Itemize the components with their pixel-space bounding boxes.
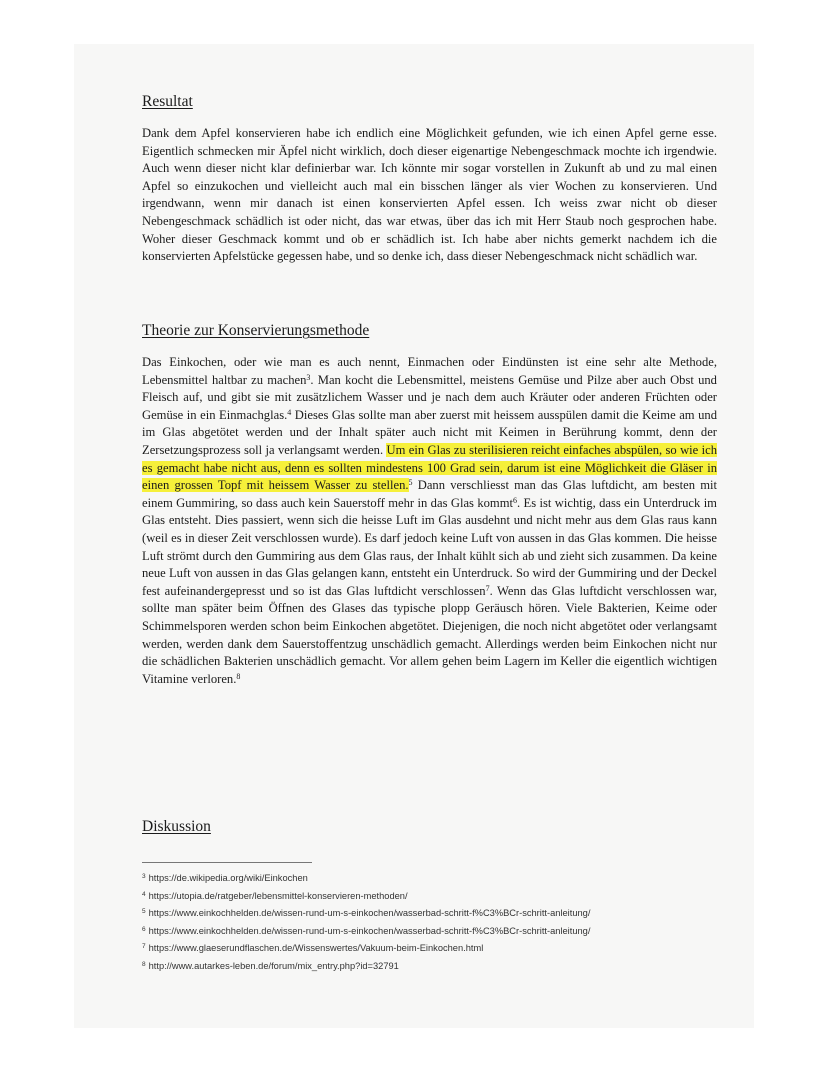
footnote-ref-7: 7 (485, 583, 490, 593)
footnote-number: 3 (142, 873, 146, 880)
theorie-text-4: Dann verschliesst man das Glas luftdicht, am besten mit einem Gummiring, so dass auch kein Sauerstoff mehr in das Glas kommt (142, 478, 717, 510)
heading-resultat: Resultat (142, 93, 193, 110)
footnote-separator (142, 862, 312, 863)
footnote-link[interactable]: http://www.autarkes-leben.de/forum/mix_entry.php?id=32791 (148, 960, 399, 971)
heading-theorie: Theorie zur Konservierungsmethode (142, 322, 370, 339)
footnote-link[interactable]: https://utopia.de/ratgeber/lebensmittel-konservieren-methoden/ (148, 890, 408, 901)
footnote-ref-6: 6 (513, 495, 518, 505)
footnote-ref-3: 3 (306, 372, 311, 382)
theorie-text-6: . Wenn das Glas luftdicht verschlossen war, sollte man später beim Öffnen des Glases das typische plopp Geräusch hören. Viele Bakterien, Keime oder Schimmelsporen werden schon beim Einkochen abgetötet. Diejenigen, die noch nicht abgetötet oder verlangsamt werden, werden dank dem Sauerstoffentzug unschädlich gemacht. Allerdings werden beim Einkochen nicht nur die schädlichen Bakterien unschädlich gemacht. Vor allem gehen beim Lagern im Keller die eigentlich wichtigen Vitamine verloren. (142, 583, 717, 686)
footnote-link[interactable]: https://www.glaeserundflaschen.de/Wissenswertes/Vakuum-beim-Einkochen.html (148, 943, 484, 954)
footnote-item (142, 922, 722, 940)
highlighted-text: Um ein Glas zu sterilisieren reicht einfaches abspülen, so wie ich es gemacht habe nicht aus, denn es sollten mindestens 100 Grad sein, darum ist eine Möglichkeit die Gläser in einen grossen Topf mit heissem Wasser zu stellen. (142, 442, 717, 493)
footnote-number: 4 (142, 890, 146, 898)
theorie-text-1: Das Einkochen, oder wie man es auch nennt, Einmachen oder Eindünsten ist eine sehr alte Methode, Lebensmittel haltbar zu machen (142, 355, 717, 387)
theorie-text-2: . Man kocht die Lebensmittel, meistens Gemüse und Pilze aber auch Obst und Fleisch auf, und gibt sie mit zusätzlichem Wasser und je nach dem auch Kräuter oder anderen Früchten oder Gemüse in ein Einmachglas. (142, 372, 717, 422)
footnote-item (142, 904, 722, 922)
footnote-ref-8: 8 (236, 671, 241, 681)
footnote-link[interactable]: https://www.einkochhelden.de/wissen-rund-um-s-einkochen/wasserbad-schritt-f%C3%BCr-schritt-anleitung/ (148, 925, 591, 936)
paragraph-theorie (142, 354, 717, 688)
footnote-number: 5 (142, 908, 146, 916)
footnote-number: 7 (142, 943, 146, 951)
footnote-item (142, 869, 722, 887)
footnote-ref-4: 4 (287, 407, 292, 417)
footnote-list (142, 869, 722, 975)
theorie-text-5: . Es ist wichtig, dass ein Unterdruck im Glas entsteht. Dies passiert, wenn sich die heisse Luft im Glas ausdehnt und nicht mehr aus dem Glas raus kann (weil es in dieser Zeit verschlossen wurde). Es darf jedoch keine Luft von aussen in das Glas kommen. Die heisse Luft strömt durch den Gummiring aus dem Glas raus, der Inhalt kühlt sich ab und zieht sich zusammen. Da keine neue Luft von aussen in das Glas gelangen kann, entsteht ein Unterdruck. So wird der Gummiring und der Deckel fest aufeinandergepresst und so ist das Glas luftdicht verschlossen (142, 495, 717, 598)
footnote-item (142, 939, 722, 957)
footnote-number: 8 (142, 960, 146, 968)
paragraph-resultat: Dank dem Apfel konservieren habe ich endlich eine Möglichkeit gefunden, wie ich einen Apfel gerne esse. Eigentlich schmecken mir Äpfel nicht wirklich, doch dieser eigenartige Nebengeschmack mochte ich irgendwie. Auch wenn dieser nicht klar definierbar war. Ich könnte mir sogar vorstellen in Zukunft ab und zu mal einen Apfel so einzukochen und vielleicht auch mal ein bisschen länger als vier Wochen zu konservieren. Und irgendwann, wenn mir danach ist einen konservierten Apfel essen. Ich weiss zwar nicht ob dieser Nebengeschmack schädlich ist oder nicht, das war etwas, über das ich mit Herr Staub noch gesprochen habe. Woher dieser Geschmack kommt und ob er schädlich ist. Ich habe aber nichts gemerkt nachdem ich die konservierten Apfelstücke gegessen habe, und so denke ich, dass dieser Nebengeschmack nicht schädlich war. (142, 126, 717, 264)
footnote-item (142, 887, 722, 905)
theorie-text-3: Dieses Glas sollte man aber zuerst mit heissem ausspülen damit die Keime am und im Glas abgetötet werden und der Inhalt später auch nicht mit Keimen in Berührung kommt, denn der Zersetzungsprozess soll ja verlangsamt werden. (142, 407, 718, 457)
footnote-number: 6 (142, 925, 146, 933)
heading-diskussion: Diskussion (142, 818, 211, 835)
footnote-link[interactable]: https://www.einkochhelden.de/wissen-rund-um-s-einkochen/wasserbad-schritt-f%C3%BCr-schritt-anleitung/ (148, 908, 591, 919)
footnote-ref-5: 5 (408, 478, 413, 488)
footnote-item (142, 957, 722, 975)
footnote-link[interactable]: https://de.wikipedia.org/wiki/Einkochen (148, 873, 308, 883)
